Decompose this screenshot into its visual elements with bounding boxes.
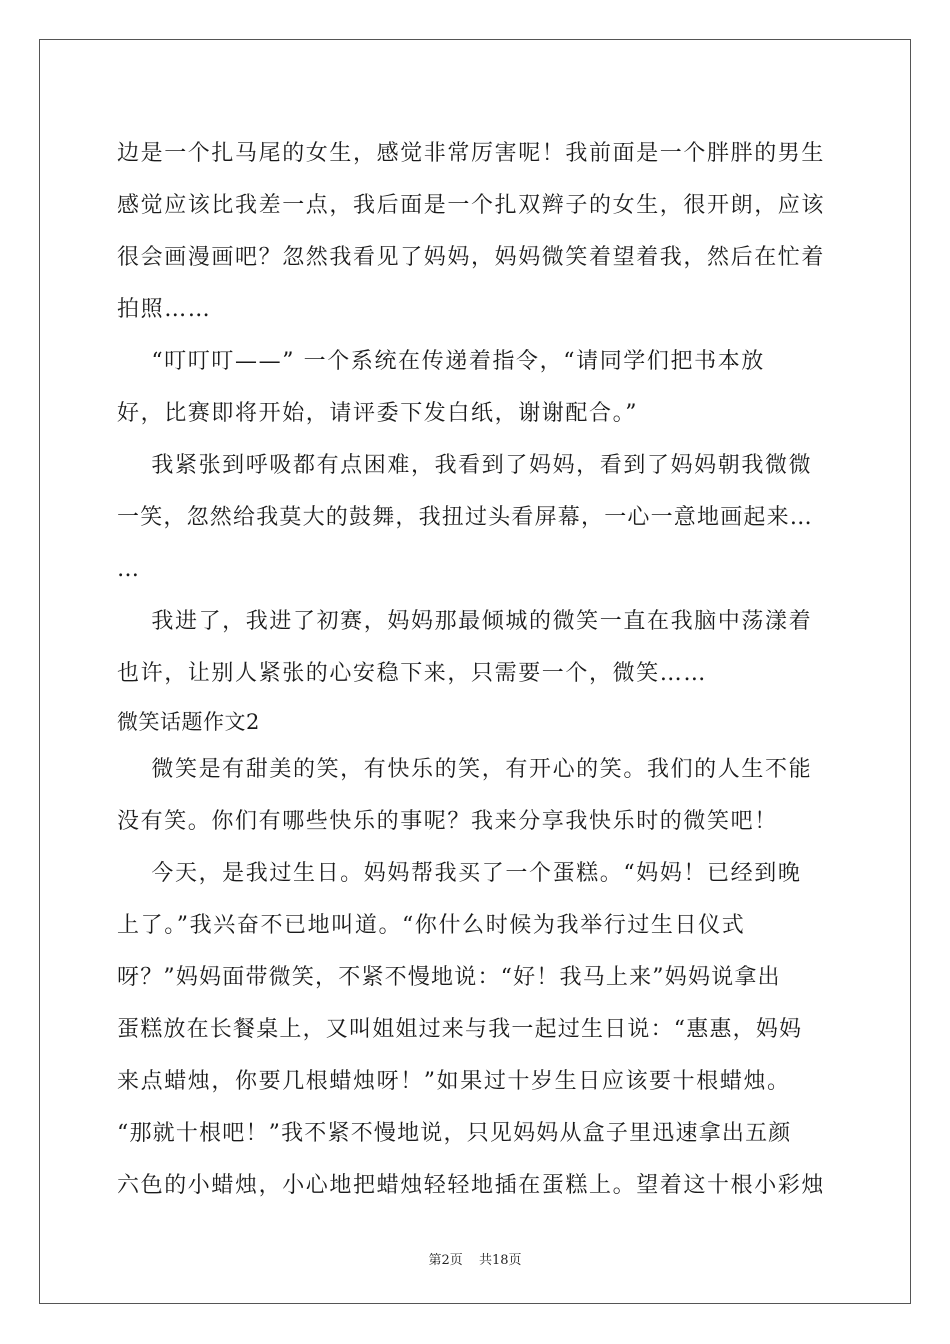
text-line: 感觉应该比我差一点，我后面是一个扎双辫子的女生，很开朗，应该 xyxy=(117,193,826,218)
text-line: 也许，让别人紧张的心安稳下来，只需要一个，微笑…… xyxy=(117,661,708,686)
text-line: 我进了，我进了初赛，妈妈那最倾城的微笑一直在我脑中荡漾着 xyxy=(117,609,813,634)
page-footer xyxy=(0,1249,950,1268)
text-line: 很会画漫画吧？忽然我看见了妈妈，妈妈微笑着望着我，然后在忙着 xyxy=(117,245,826,270)
document-body xyxy=(117,128,835,1212)
text-line: 我紧张到呼吸都有点困难，我看到了妈妈，看到了妈妈朝我微微 xyxy=(117,453,813,478)
text-line: 边是一个扎马尾的女生，感觉非常厉害呢！我前面是一个胖胖的男生 xyxy=(117,141,826,166)
text-line: “叮叮叮——” 一个系统在传递着指令，“请同学们把书本放 xyxy=(117,349,765,374)
text-line: 来点蜡烛，你要几根蜡烛呀！”如果过十岁生日应该要十根蜡烛。 xyxy=(117,1069,791,1094)
section-heading: 微笑话题作文2 xyxy=(117,710,260,734)
text-line: 今天，是我过生日。妈妈帮我买了一个蛋糕。“妈妈！已经到晚 xyxy=(117,861,802,886)
text-line: 呀？”妈妈面带微笑，不紧不慢地说：“好！我马上来”妈妈说拿出 xyxy=(117,965,781,990)
text-line: 六色的小蜡烛，小心地把蜡烛轻轻地插在蛋糕上。望着这十根小彩烛 xyxy=(117,1173,826,1198)
text-line: “那就十根吧！”我不紧不慢地说，只见妈妈从盒子里迅速拿出五颜 xyxy=(117,1121,792,1146)
text-line: 一笑，忽然给我莫大的鼓舞，我扭过头看屏幕，一心一意地画起来… xyxy=(117,505,814,530)
text-line: 上了。”我兴奋不已地叫道。“你什么时候为我举行过生日仪式 xyxy=(117,913,746,938)
text-line: … xyxy=(117,557,141,582)
text-line: 好，比赛即将开始，请评委下发白纸，谢谢配合。” xyxy=(117,401,639,426)
page-total: 共18页 xyxy=(478,1253,522,1268)
text-line: 拍照…… xyxy=(117,297,212,322)
text-line: 微笑是有甜美的笑，有快乐的笑，有开心的笑。我们的人生不能 xyxy=(117,757,813,782)
text-line: 蛋糕放在长餐桌上，又叫姐姐过来与我一起过生日说：“惠惠，妈妈 xyxy=(117,1017,803,1042)
text-line: 没有笑。你们有哪些快乐的事呢？我来分享我快乐时的微笑吧！ xyxy=(117,809,778,834)
page-number: 第2页 xyxy=(428,1253,463,1268)
